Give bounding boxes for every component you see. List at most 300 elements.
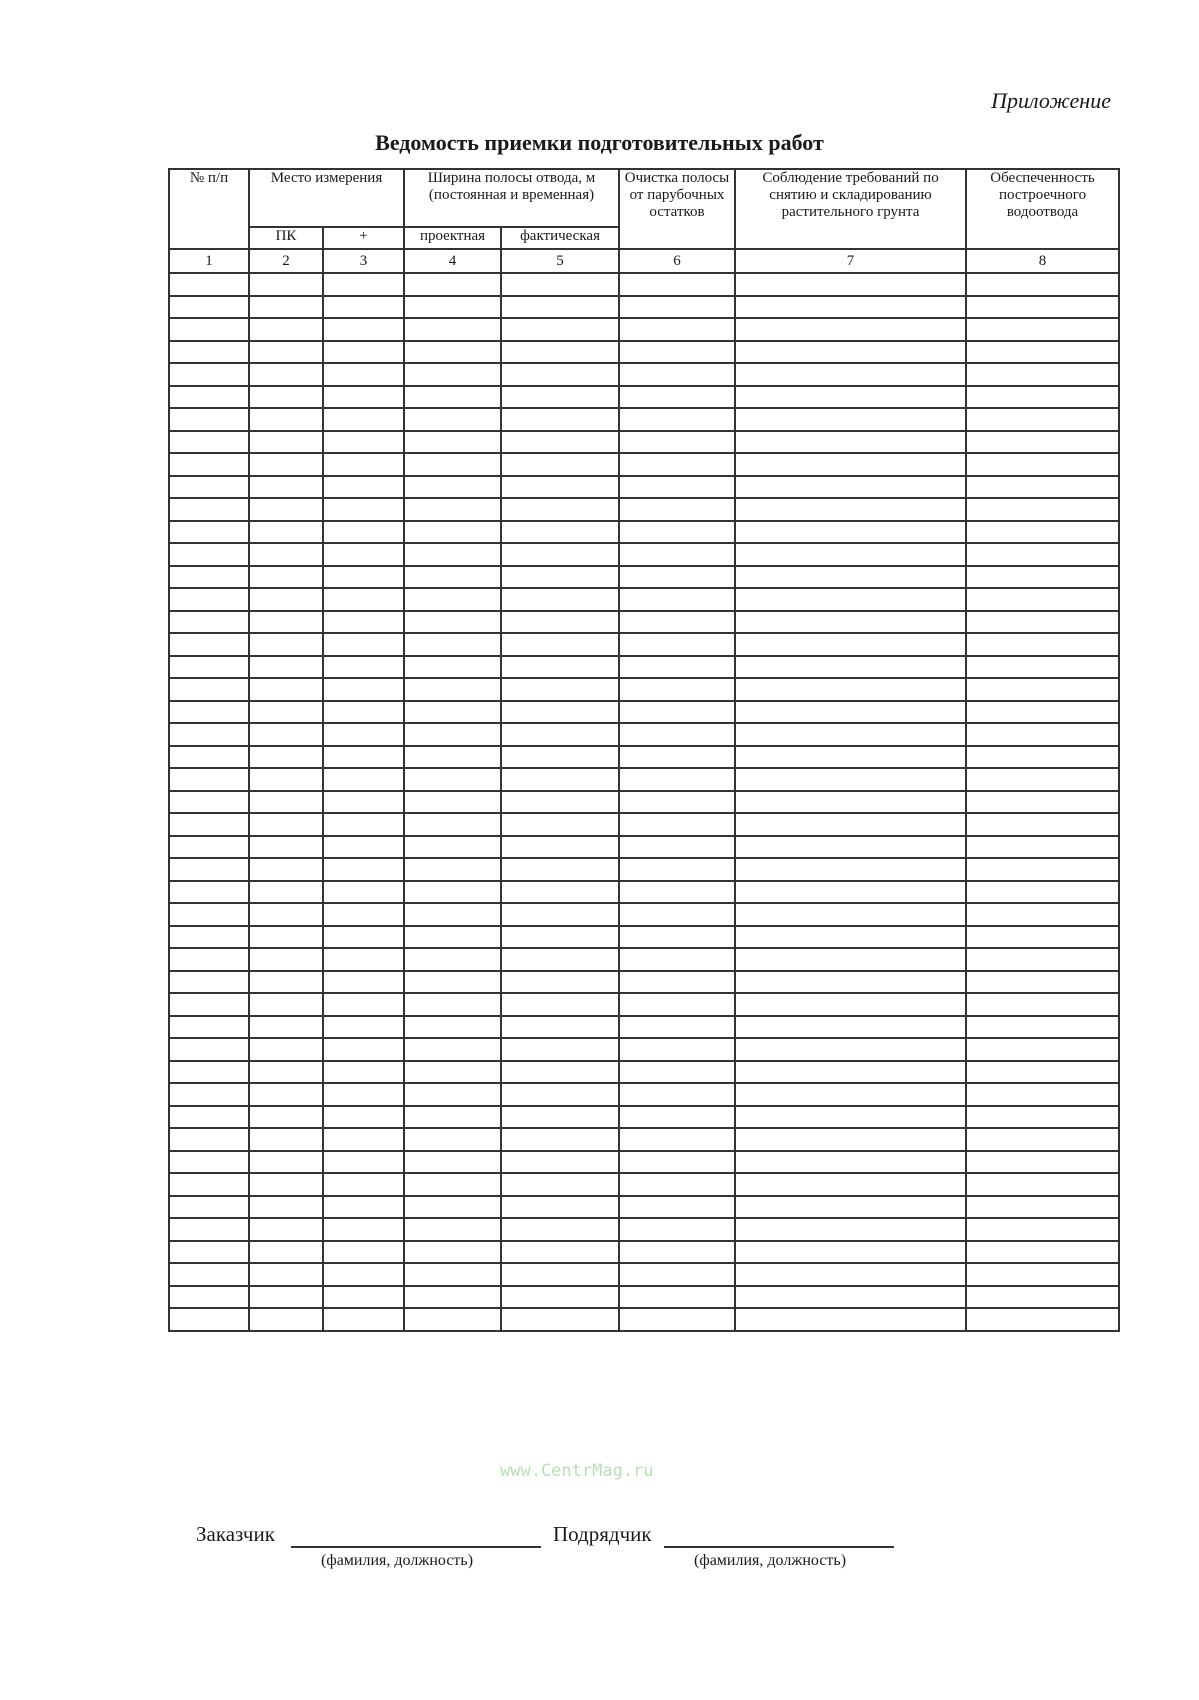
table-cell[interactable]	[735, 453, 966, 476]
table-cell[interactable]	[735, 1241, 966, 1264]
table-cell[interactable]	[735, 971, 966, 994]
table-cell[interactable]	[501, 858, 619, 881]
table-cell[interactable]	[249, 746, 323, 769]
table-cell[interactable]	[966, 903, 1119, 926]
table-cell[interactable]	[249, 948, 323, 971]
table-cell[interactable]	[249, 971, 323, 994]
table-cell[interactable]	[323, 723, 404, 746]
table-cell[interactable]	[501, 386, 619, 409]
table-cell[interactable]	[404, 1061, 501, 1084]
table-cell[interactable]	[735, 768, 966, 791]
table-cell[interactable]	[501, 1286, 619, 1309]
table-cell[interactable]	[323, 1263, 404, 1286]
table-cell[interactable]	[501, 431, 619, 454]
table-cell[interactable]	[404, 768, 501, 791]
table-cell[interactable]	[404, 971, 501, 994]
table-cell[interactable]	[169, 881, 249, 904]
table-cell[interactable]	[169, 768, 249, 791]
table-cell[interactable]	[966, 431, 1119, 454]
table-cell[interactable]	[501, 543, 619, 566]
table-cell[interactable]	[169, 386, 249, 409]
table-cell[interactable]	[404, 633, 501, 656]
table-cell[interactable]	[619, 318, 735, 341]
table-cell[interactable]	[501, 318, 619, 341]
table-cell[interactable]	[966, 768, 1119, 791]
table-cell[interactable]	[735, 633, 966, 656]
table-cell[interactable]	[404, 543, 501, 566]
table-cell[interactable]	[619, 611, 735, 634]
table-cell[interactable]	[501, 656, 619, 679]
table-cell[interactable]	[501, 768, 619, 791]
table-cell[interactable]	[501, 1218, 619, 1241]
table-cell[interactable]	[404, 341, 501, 364]
table-cell[interactable]	[404, 791, 501, 814]
table-cell[interactable]	[735, 363, 966, 386]
table-cell[interactable]	[249, 1016, 323, 1039]
table-cell[interactable]	[404, 1218, 501, 1241]
table-cell[interactable]	[501, 1061, 619, 1084]
table-cell[interactable]	[735, 746, 966, 769]
table-cell[interactable]	[169, 701, 249, 724]
table-cell[interactable]	[169, 746, 249, 769]
table-cell[interactable]	[323, 1106, 404, 1129]
table-cell[interactable]	[501, 1128, 619, 1151]
table-cell[interactable]	[966, 813, 1119, 836]
table-cell[interactable]	[619, 1308, 735, 1331]
table-cell[interactable]	[619, 723, 735, 746]
table-cell[interactable]	[404, 746, 501, 769]
table-cell[interactable]	[323, 633, 404, 656]
table-cell[interactable]	[619, 341, 735, 364]
table-cell[interactable]	[404, 948, 501, 971]
table-cell[interactable]	[249, 386, 323, 409]
table-cell[interactable]	[619, 363, 735, 386]
table-cell[interactable]	[619, 1151, 735, 1174]
table-cell[interactable]	[323, 566, 404, 589]
table-cell[interactable]	[169, 903, 249, 926]
table-cell[interactable]	[323, 948, 404, 971]
table-cell[interactable]	[249, 1061, 323, 1084]
table-cell[interactable]	[169, 408, 249, 431]
table-cell[interactable]	[966, 1286, 1119, 1309]
table-cell[interactable]	[249, 588, 323, 611]
table-cell[interactable]	[169, 1128, 249, 1151]
table-cell[interactable]	[735, 1196, 966, 1219]
table-cell[interactable]	[249, 1196, 323, 1219]
table-cell[interactable]	[323, 836, 404, 859]
table-cell[interactable]	[249, 453, 323, 476]
table-cell[interactable]	[169, 1106, 249, 1129]
table-cell[interactable]	[169, 318, 249, 341]
table-cell[interactable]	[249, 633, 323, 656]
table-cell[interactable]	[249, 476, 323, 499]
table-cell[interactable]	[169, 656, 249, 679]
table-cell[interactable]	[169, 1173, 249, 1196]
table-cell[interactable]	[501, 633, 619, 656]
table-cell[interactable]	[323, 858, 404, 881]
table-cell[interactable]	[501, 296, 619, 319]
table-cell[interactable]	[735, 566, 966, 589]
table-cell[interactable]	[323, 1196, 404, 1219]
table-cell[interactable]	[735, 701, 966, 724]
table-cell[interactable]	[966, 1128, 1119, 1151]
table-cell[interactable]	[169, 521, 249, 544]
table-cell[interactable]	[249, 656, 323, 679]
table-cell[interactable]	[619, 1128, 735, 1151]
table-cell[interactable]	[249, 543, 323, 566]
table-cell[interactable]	[169, 543, 249, 566]
table-cell[interactable]	[735, 791, 966, 814]
table-cell[interactable]	[404, 656, 501, 679]
table-cell[interactable]	[619, 1196, 735, 1219]
table-cell[interactable]	[619, 431, 735, 454]
table-cell[interactable]	[169, 791, 249, 814]
table-cell[interactable]	[735, 431, 966, 454]
table-cell[interactable]	[501, 476, 619, 499]
table-cell[interactable]	[323, 1016, 404, 1039]
table-cell[interactable]	[735, 993, 966, 1016]
table-cell[interactable]	[404, 1151, 501, 1174]
table-cell[interactable]	[323, 1038, 404, 1061]
table-cell[interactable]	[735, 1308, 966, 1331]
table-cell[interactable]	[404, 453, 501, 476]
table-cell[interactable]	[404, 1038, 501, 1061]
table-cell[interactable]	[501, 1196, 619, 1219]
table-cell[interactable]	[404, 678, 501, 701]
table-cell[interactable]	[619, 543, 735, 566]
table-cell[interactable]	[501, 881, 619, 904]
table-cell[interactable]	[735, 611, 966, 634]
table-cell[interactable]	[249, 858, 323, 881]
table-cell[interactable]	[966, 1173, 1119, 1196]
table-cell[interactable]	[501, 1173, 619, 1196]
table-cell[interactable]	[966, 341, 1119, 364]
table-cell[interactable]	[404, 611, 501, 634]
table-cell[interactable]	[501, 588, 619, 611]
table-cell[interactable]	[323, 1173, 404, 1196]
table-cell[interactable]	[619, 1263, 735, 1286]
table-cell[interactable]	[966, 633, 1119, 656]
table-cell[interactable]	[249, 611, 323, 634]
table-cell[interactable]	[169, 1061, 249, 1084]
table-cell[interactable]	[323, 341, 404, 364]
table-cell[interactable]	[619, 858, 735, 881]
table-cell[interactable]	[169, 858, 249, 881]
table-cell[interactable]	[501, 1106, 619, 1129]
table-cell[interactable]	[735, 723, 966, 746]
table-cell[interactable]	[404, 1263, 501, 1286]
table-cell[interactable]	[966, 1241, 1119, 1264]
table-cell[interactable]	[501, 611, 619, 634]
table-cell[interactable]	[966, 588, 1119, 611]
table-cell[interactable]	[966, 746, 1119, 769]
table-cell[interactable]	[323, 791, 404, 814]
table-cell[interactable]	[966, 948, 1119, 971]
table-cell[interactable]	[249, 521, 323, 544]
table-cell[interactable]	[966, 1016, 1119, 1039]
table-cell[interactable]	[169, 1151, 249, 1174]
table-cell[interactable]	[501, 453, 619, 476]
table-cell[interactable]	[404, 1083, 501, 1106]
table-cell[interactable]	[249, 678, 323, 701]
table-cell[interactable]	[404, 903, 501, 926]
table-cell[interactable]	[323, 318, 404, 341]
table-cell[interactable]	[501, 1241, 619, 1264]
table-cell[interactable]	[249, 881, 323, 904]
table-cell[interactable]	[169, 498, 249, 521]
table-cell[interactable]	[169, 1286, 249, 1309]
table-cell[interactable]	[735, 948, 966, 971]
table-cell[interactable]	[966, 881, 1119, 904]
table-cell[interactable]	[249, 341, 323, 364]
table-cell[interactable]	[619, 1016, 735, 1039]
table-cell[interactable]	[323, 971, 404, 994]
table-cell[interactable]	[249, 1263, 323, 1286]
table-cell[interactable]	[735, 836, 966, 859]
table-cell[interactable]	[735, 408, 966, 431]
table-cell[interactable]	[735, 1016, 966, 1039]
table-cell[interactable]	[404, 813, 501, 836]
table-cell[interactable]	[249, 1106, 323, 1129]
table-cell[interactable]	[966, 723, 1119, 746]
table-cell[interactable]	[619, 678, 735, 701]
table-cell[interactable]	[169, 1241, 249, 1264]
table-cell[interactable]	[735, 656, 966, 679]
table-cell[interactable]	[966, 363, 1119, 386]
table-cell[interactable]	[169, 836, 249, 859]
table-cell[interactable]	[619, 881, 735, 904]
table-cell[interactable]	[323, 1151, 404, 1174]
table-cell[interactable]	[323, 746, 404, 769]
table-cell[interactable]	[323, 1308, 404, 1331]
table-cell[interactable]	[323, 768, 404, 791]
table-cell[interactable]	[501, 341, 619, 364]
table-cell[interactable]	[404, 386, 501, 409]
table-cell[interactable]	[169, 948, 249, 971]
table-cell[interactable]	[323, 543, 404, 566]
table-cell[interactable]	[323, 588, 404, 611]
table-cell[interactable]	[966, 476, 1119, 499]
table-cell[interactable]	[501, 566, 619, 589]
table-cell[interactable]	[619, 476, 735, 499]
table-cell[interactable]	[169, 993, 249, 1016]
table-cell[interactable]	[735, 521, 966, 544]
table-cell[interactable]	[404, 1241, 501, 1264]
table-cell[interactable]	[323, 363, 404, 386]
table-cell[interactable]	[501, 1263, 619, 1286]
table-cell[interactable]	[404, 858, 501, 881]
table-cell[interactable]	[323, 1083, 404, 1106]
table-cell[interactable]	[169, 813, 249, 836]
table-cell[interactable]	[323, 903, 404, 926]
table-cell[interactable]	[735, 1263, 966, 1286]
table-cell[interactable]	[619, 1241, 735, 1264]
table-cell[interactable]	[619, 1038, 735, 1061]
table-cell[interactable]	[249, 408, 323, 431]
table-cell[interactable]	[966, 656, 1119, 679]
table-cell[interactable]	[501, 1308, 619, 1331]
table-cell[interactable]	[735, 341, 966, 364]
table-cell[interactable]	[404, 318, 501, 341]
table-cell[interactable]	[169, 476, 249, 499]
table-cell[interactable]	[966, 836, 1119, 859]
table-cell[interactable]	[323, 678, 404, 701]
table-cell[interactable]	[323, 408, 404, 431]
table-cell[interactable]	[169, 566, 249, 589]
contractor-signature-line[interactable]	[664, 1546, 894, 1548]
table-cell[interactable]	[735, 881, 966, 904]
table-cell[interactable]	[966, 1106, 1119, 1129]
table-cell[interactable]	[966, 318, 1119, 341]
table-cell[interactable]	[249, 1241, 323, 1264]
table-cell[interactable]	[249, 1308, 323, 1331]
table-cell[interactable]	[249, 768, 323, 791]
table-cell[interactable]	[501, 273, 619, 296]
table-cell[interactable]	[619, 521, 735, 544]
table-cell[interactable]	[323, 1241, 404, 1264]
table-cell[interactable]	[501, 678, 619, 701]
table-cell[interactable]	[249, 566, 323, 589]
table-cell[interactable]	[619, 498, 735, 521]
table-cell[interactable]	[501, 723, 619, 746]
table-cell[interactable]	[249, 1083, 323, 1106]
table-cell[interactable]	[323, 881, 404, 904]
table-cell[interactable]	[404, 521, 501, 544]
table-cell[interactable]	[404, 701, 501, 724]
table-cell[interactable]	[966, 498, 1119, 521]
table-cell[interactable]	[404, 588, 501, 611]
table-cell[interactable]	[169, 1263, 249, 1286]
table-cell[interactable]	[249, 498, 323, 521]
table-cell[interactable]	[249, 273, 323, 296]
table-cell[interactable]	[735, 543, 966, 566]
table-cell[interactable]	[404, 431, 501, 454]
table-cell[interactable]	[169, 611, 249, 634]
table-cell[interactable]	[323, 813, 404, 836]
table-cell[interactable]	[619, 813, 735, 836]
table-cell[interactable]	[169, 633, 249, 656]
table-cell[interactable]	[619, 971, 735, 994]
table-cell[interactable]	[501, 926, 619, 949]
table-cell[interactable]	[169, 453, 249, 476]
table-cell[interactable]	[501, 498, 619, 521]
table-cell[interactable]	[404, 566, 501, 589]
table-cell[interactable]	[323, 1218, 404, 1241]
table-cell[interactable]	[735, 858, 966, 881]
table-cell[interactable]	[619, 1286, 735, 1309]
table-cell[interactable]	[735, 678, 966, 701]
table-cell[interactable]	[966, 296, 1119, 319]
table-cell[interactable]	[735, 273, 966, 296]
table-cell[interactable]	[735, 1083, 966, 1106]
table-cell[interactable]	[249, 926, 323, 949]
table-cell[interactable]	[169, 1083, 249, 1106]
table-cell[interactable]	[966, 566, 1119, 589]
table-cell[interactable]	[966, 543, 1119, 566]
table-cell[interactable]	[323, 431, 404, 454]
table-cell[interactable]	[249, 903, 323, 926]
table-cell[interactable]	[323, 993, 404, 1016]
table-cell[interactable]	[323, 296, 404, 319]
table-cell[interactable]	[619, 633, 735, 656]
table-cell[interactable]	[169, 678, 249, 701]
table-cell[interactable]	[404, 926, 501, 949]
table-cell[interactable]	[169, 1016, 249, 1039]
table-cell[interactable]	[323, 1128, 404, 1151]
table-cell[interactable]	[323, 453, 404, 476]
table-cell[interactable]	[404, 273, 501, 296]
table-cell[interactable]	[404, 363, 501, 386]
table-cell[interactable]	[404, 881, 501, 904]
table-cell[interactable]	[619, 408, 735, 431]
table-cell[interactable]	[323, 926, 404, 949]
table-cell[interactable]	[619, 296, 735, 319]
table-cell[interactable]	[169, 431, 249, 454]
table-cell[interactable]	[619, 903, 735, 926]
table-cell[interactable]	[735, 588, 966, 611]
table-cell[interactable]	[323, 476, 404, 499]
table-cell[interactable]	[966, 993, 1119, 1016]
table-cell[interactable]	[619, 1173, 735, 1196]
table-cell[interactable]	[966, 386, 1119, 409]
table-cell[interactable]	[501, 408, 619, 431]
table-cell[interactable]	[249, 318, 323, 341]
table-cell[interactable]	[501, 746, 619, 769]
table-cell[interactable]	[966, 1263, 1119, 1286]
table-cell[interactable]	[501, 791, 619, 814]
table-cell[interactable]	[169, 363, 249, 386]
table-cell[interactable]	[323, 498, 404, 521]
table-cell[interactable]	[966, 1218, 1119, 1241]
table-cell[interactable]	[169, 1308, 249, 1331]
table-cell[interactable]	[735, 1038, 966, 1061]
table-cell[interactable]	[404, 1173, 501, 1196]
table-cell[interactable]	[249, 993, 323, 1016]
table-cell[interactable]	[404, 408, 501, 431]
table-cell[interactable]	[249, 296, 323, 319]
table-cell[interactable]	[735, 318, 966, 341]
table-cell[interactable]	[966, 1038, 1119, 1061]
table-cell[interactable]	[404, 1106, 501, 1129]
table-cell[interactable]	[735, 1173, 966, 1196]
table-cell[interactable]	[619, 1106, 735, 1129]
table-cell[interactable]	[404, 993, 501, 1016]
table-cell[interactable]	[501, 948, 619, 971]
table-cell[interactable]	[249, 1151, 323, 1174]
table-cell[interactable]	[501, 363, 619, 386]
table-cell[interactable]	[735, 386, 966, 409]
table-cell[interactable]	[619, 566, 735, 589]
table-cell[interactable]	[966, 521, 1119, 544]
table-cell[interactable]	[249, 1173, 323, 1196]
table-cell[interactable]	[619, 926, 735, 949]
table-cell[interactable]	[249, 701, 323, 724]
table-cell[interactable]	[735, 476, 966, 499]
table-cell[interactable]	[619, 386, 735, 409]
table-cell[interactable]	[169, 926, 249, 949]
table-cell[interactable]	[323, 273, 404, 296]
table-cell[interactable]	[249, 723, 323, 746]
table-cell[interactable]	[404, 476, 501, 499]
table-cell[interactable]	[619, 948, 735, 971]
table-cell[interactable]	[501, 903, 619, 926]
table-cell[interactable]	[619, 1061, 735, 1084]
table-cell[interactable]	[619, 836, 735, 859]
table-cell[interactable]	[966, 858, 1119, 881]
table-cell[interactable]	[619, 701, 735, 724]
table-cell[interactable]	[323, 701, 404, 724]
table-cell[interactable]	[966, 701, 1119, 724]
